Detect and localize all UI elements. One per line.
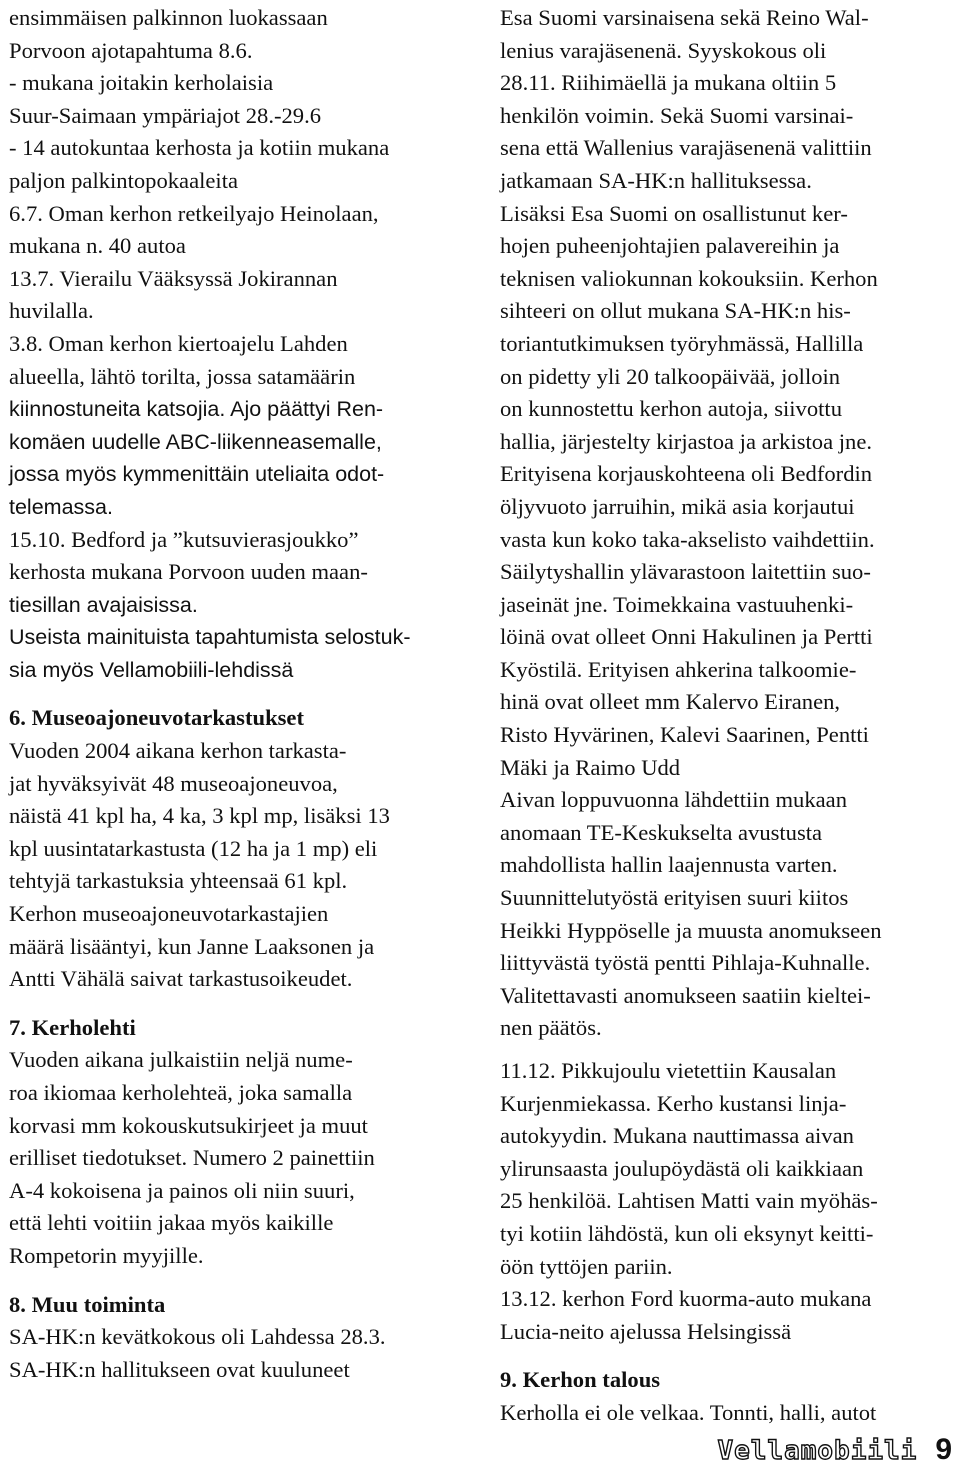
text-line: jossa myös kymmenittäin uteliaita odot- <box>9 462 385 487</box>
text-line: kerhosta mukana Porvoon uuden maan- <box>9 559 368 585</box>
section-6 <box>9 702 464 995</box>
text-line: Kerholla ei ole velkaa. Tonnti, halli, autot <box>500 1399 877 1425</box>
text-line: 11.12. Pikkujoulu vietettiin Kausalan <box>500 1058 837 1083</box>
text-line: ensimmäisen palkinnon luokassaan <box>9 5 328 30</box>
text-line: kpl uusintatarkastusta (12 ha ja 1 mp) eli <box>9 835 378 861</box>
text-line: telemassa. <box>9 494 113 519</box>
section-body <box>9 735 464 996</box>
text-line: huvilalla. <box>9 298 94 324</box>
text-line: 13.7. Vierailu Vääksyssä Jokirannan <box>9 265 338 291</box>
text-line: on pidetty yli 20 talkoopäivää, jolloin <box>500 363 841 389</box>
text-line: sia myös Vellamobiili-lehdissä <box>9 657 294 682</box>
text-line: - mukana joitakin kerholaisia <box>9 70 274 96</box>
text-line: henkilön voimin. Sekä Suomi varsinai- <box>500 102 854 128</box>
text-line: Porvoon ajotapahtuma 8.6. <box>9 37 253 63</box>
text-line: Rompetorin myyjille. <box>9 1242 204 1268</box>
spacer <box>9 996 464 1012</box>
text-line: Useista mainituista tapahtumista selostuk- <box>9 625 411 650</box>
magazine-name: Vellamobiili <box>717 1436 918 1466</box>
text-line: autokyydin. Mukana nauttimassa aivan <box>500 1123 854 1149</box>
text-line: 15.10. Bedford ja ”kutsuvierasjoukko” <box>9 526 359 552</box>
section-body <box>9 1044 464 1272</box>
text-line: Lisäksi Esa Suomi on osallistunut ker- <box>500 200 848 226</box>
section-heading: 9. Kerhon talous <box>500 1367 661 1393</box>
section-9 <box>500 1364 955 1429</box>
text-line: paljon palkintopokaaleita <box>9 167 239 193</box>
page-footer <box>717 1431 952 1467</box>
text-line: hojen puheenjohtajien palavereihin ja <box>500 233 840 259</box>
text-line: anomaan TE-Keskukselta avustusta <box>500 819 823 845</box>
text-line: 13.12. kerhon Ford kuorma-auto mukana <box>500 1286 872 1312</box>
section-body <box>500 1397 955 1430</box>
text-line: alueella, lähtö torilta, jossa satamäärin <box>9 363 356 389</box>
text-line: nen päätös. <box>500 1015 602 1041</box>
text-line: teknisen valiokunnan kokouksiin. Kerhon <box>500 265 878 291</box>
spacer <box>9 1273 464 1289</box>
paragraph <box>500 1055 955 1348</box>
text-line: kiinnostuneita katsojia. Ajo päättyi Ren- <box>9 397 384 422</box>
text-line: öljyvuoto jarruihin, mikä asia korjautui <box>500 493 855 519</box>
text-line: sena että Wallenius varajäsenenä valittiin <box>500 135 872 161</box>
text-line: mahdollista hallin laajennusta varten. <box>500 852 838 878</box>
text-line: toriantutkimuksen työryhmässä, Hallilla <box>500 330 864 356</box>
text-line: Risto Hyvärinen, Kalevi Saarinen, Pentti <box>500 722 869 748</box>
text-line: näistä 41 kpl ha, 4 ka, 3 kpl mp, lisäksi 13 <box>9 803 390 829</box>
text-line: Kyöstilä. Erityisen ahkerina talkoomie- <box>500 656 857 682</box>
section-8 <box>9 1289 464 1387</box>
text-line: lenius varajäsenenä. Syyskokous oli <box>500 37 827 63</box>
section-heading: 7. Kerholehti <box>9 1014 136 1040</box>
text-line: sihteeri on ollut mukana SA-HK:n his- <box>500 298 851 324</box>
text-line: Lucia-neito ajelussa Helsingissä <box>500 1318 792 1344</box>
text-line: vasta kun koko taka-akselisto vaihdettiin. <box>500 526 875 552</box>
text-line: - 14 autokuntaa kerhosta ja kotiin mukana <box>9 135 390 161</box>
text-line: tehtyjä tarkastuksia yhteensaä 61 kpl. <box>9 868 348 894</box>
text-line: Erityisena korjauskohteena oli Bedfordin <box>500 461 873 487</box>
left-column <box>9 2 464 1386</box>
text-line: Kerhon museoajoneuvotarkastajien <box>9 901 329 927</box>
section-heading: 8. Muu toiminta <box>9 1291 166 1317</box>
events-list <box>9 2 464 686</box>
text-line: jatkamaan SA-HK:n hallituksessa. <box>500 167 812 193</box>
spacer <box>9 686 464 702</box>
text-line: Antti Vähälä saivat tarkastusoikeudet. <box>9 966 353 992</box>
text-line: 25 henkilöä. Lahtisen Matti vain myöhäs- <box>500 1188 878 1214</box>
text-line: komäen uudelle ABC-liikenneasemalle, <box>9 429 382 454</box>
text-line: Vuoden aikana julkaistiin neljä nume- <box>9 1047 353 1073</box>
text-line: A-4 kokoisena ja painos oli niin suuri, <box>9 1177 355 1203</box>
text-line: Suunnittelutyöstä erityisen suuri kiitos <box>500 885 849 911</box>
text-line: Vuoden 2004 aikana kerhon tarkasta- <box>9 738 347 764</box>
text-line: tyi kotiin lähdöstä, kun oli eksynyt keitti- <box>500 1220 874 1246</box>
text-line: löinä ovat olleet Onni Hakulinen ja Pertti <box>500 624 873 650</box>
text-line: liittyvästä työstä pentti Pihlaja-Kuhnalle. <box>500 950 871 976</box>
section-body <box>9 1321 464 1386</box>
page-number: 9 <box>935 1433 952 1466</box>
text-line: mukana n. 40 autoa <box>9 233 186 259</box>
right-column <box>500 2 955 1430</box>
text-line: ylirunsaasta joulupöydästä oli kaikkiaan <box>500 1155 864 1181</box>
spacer <box>500 1045 955 1055</box>
text-line: Esa Suomi varsinaisena sekä Reino Wal- <box>500 5 869 30</box>
text-line: SA-HK:n kevätkokous oli Lahdessa 28.3. <box>9 1324 386 1350</box>
text-line: on kunnostettu kerhon autoja, siivottu <box>500 396 843 422</box>
text-line: erilliset tiedotukset. Numero 2 painettiin <box>9 1145 375 1171</box>
text-line: 6.7. Oman kerhon retkeilyajo Heinolaan, <box>9 200 379 226</box>
text-line: Mäki ja Raimo Udd <box>500 754 681 780</box>
text-line: roa ikiomaa kerholehteä, joka samalla <box>9 1080 353 1105</box>
text-line: että lehti voitiin jakaa myös kaikille <box>9 1210 334 1236</box>
text-line: jaseinät jne. Toimekkaina vastuuhenki- <box>500 591 854 617</box>
text-line: tiesillan avajaisissa. <box>9 592 198 617</box>
spacer <box>500 1348 955 1364</box>
text-line: Heikki Hyppöselle ja muusta anomukseen <box>500 917 882 943</box>
text-line: määrä lisääntyi, kun Janne Laaksonen ja <box>9 933 375 959</box>
text-line: SA-HK:n hallitukseen ovat kuuluneet <box>9 1356 350 1382</box>
text-line: korvasi mm kokouskutsukirjeet ja muut <box>9 1112 368 1138</box>
text-line: Aivan loppuvuonna lähdettiin mukaan <box>500 787 847 813</box>
text-line: öön tyttöjen pariin. <box>500 1253 673 1279</box>
text-line: Suur-Saimaan ympäriajot 28.-29.6 <box>9 102 322 128</box>
paragraph <box>500 2 955 1045</box>
text-line: hinä ovat olleet mm Kalervo Eiranen, <box>500 689 841 715</box>
section-7 <box>9 1012 464 1273</box>
text-line: hallia, järjestelty kirjastoa ja arkistoa jne. <box>500 428 873 454</box>
text-line: 28.11. Riihimäellä ja mukana oltiin 5 <box>500 70 837 96</box>
text-line: Säilytyshallin ylävarastoon laitettiin suo- <box>500 559 871 585</box>
text-line: jat hyväksyivät 48 museoajoneuvoa, <box>9 770 338 796</box>
text-line: 3.8. Oman kerhon kiertoajelu Lahden <box>9 330 348 356</box>
text-line: Kurjenmiekassa. Kerho kustansi linja- <box>500 1090 847 1116</box>
section-heading: 6. Museoajoneuvotarkastukset <box>9 705 304 731</box>
text-line: Valitettavasti anomukseen saatiin kieltei- <box>500 982 871 1008</box>
